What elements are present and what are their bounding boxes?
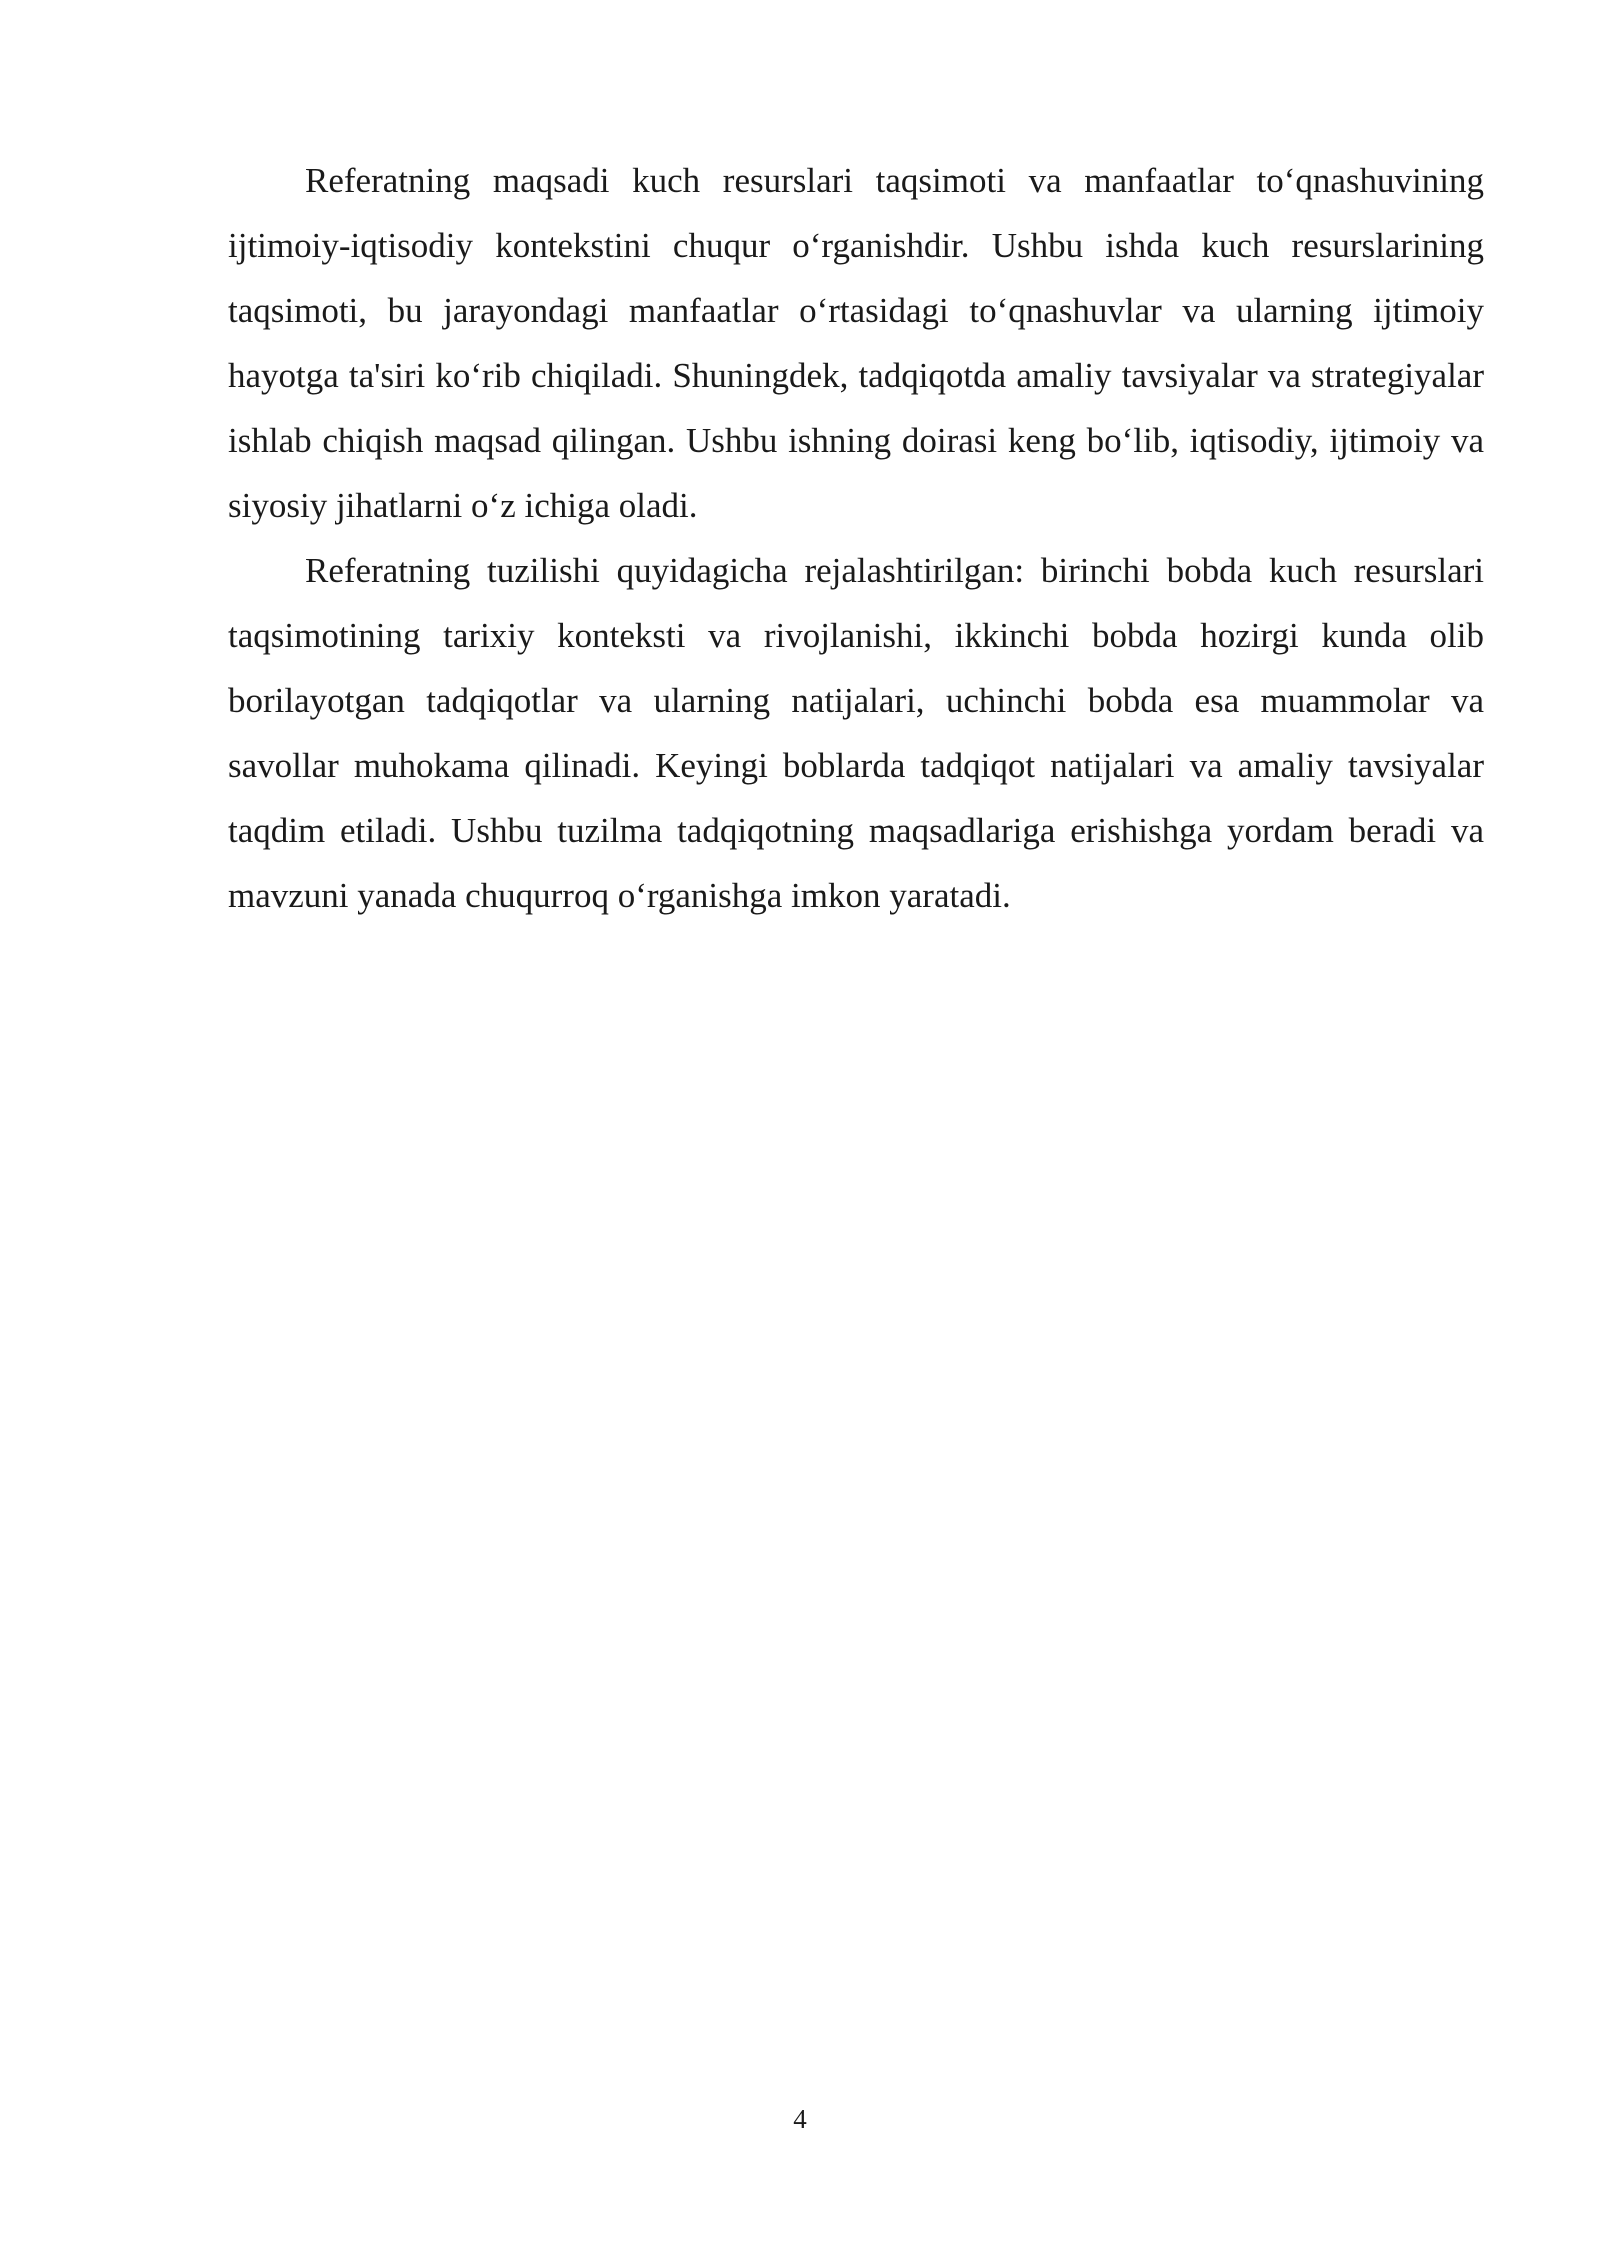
- paragraph-purpose: Referatning maqsadi kuch resurslari taqsimoti va manfaatlar to‘qnashuvining ijtimoiy-iqtisodiy kontekstini chuqur o‘rganishdir. Ushbu ishda kuch resurslarining taqsimoti, bu jarayondagi manfaatlar o‘rtasidagi to‘qnashuvlar va ularning ijtimoiy hayotga ta'siri ko‘rib chiqiladi. Shuningdek, tadqiqotda amaliy tavsiyalar va strategiyalar ishlab chiqish maqsad qilingan. Ushbu ishning doirasi keng bo‘lib, iqtisodiy, ijtimoiy va siyosiy jihatlarni o‘z ichiga oladi.: [228, 161, 1484, 525]
- page-number: 4: [793, 2104, 807, 2134]
- paragraph-structure: Referatning tuzilishi quyidagicha rejalashtirilgan: birinchi bobda kuch resurslari taqsimotining tarixiy konteksti va rivojlanishi, ikkinchi bobda hozirgi kunda olib borilayotgan tadqiqotlar va ularning natijalari, uchinchi bobda esa muammolar va savollar muhokama qilinadi. Keyingi boblarda tadqiqot natijalari va amaliy tavsiyalar taqdim etiladi. Ushbu tuzilma tadqiqotning maqsadlariga erishishga yordam beradi va mavzuni yanada chuqurroq o‘rganishga imkon yaratadi.: [228, 551, 1484, 915]
- body-text: [228, 148, 1484, 928]
